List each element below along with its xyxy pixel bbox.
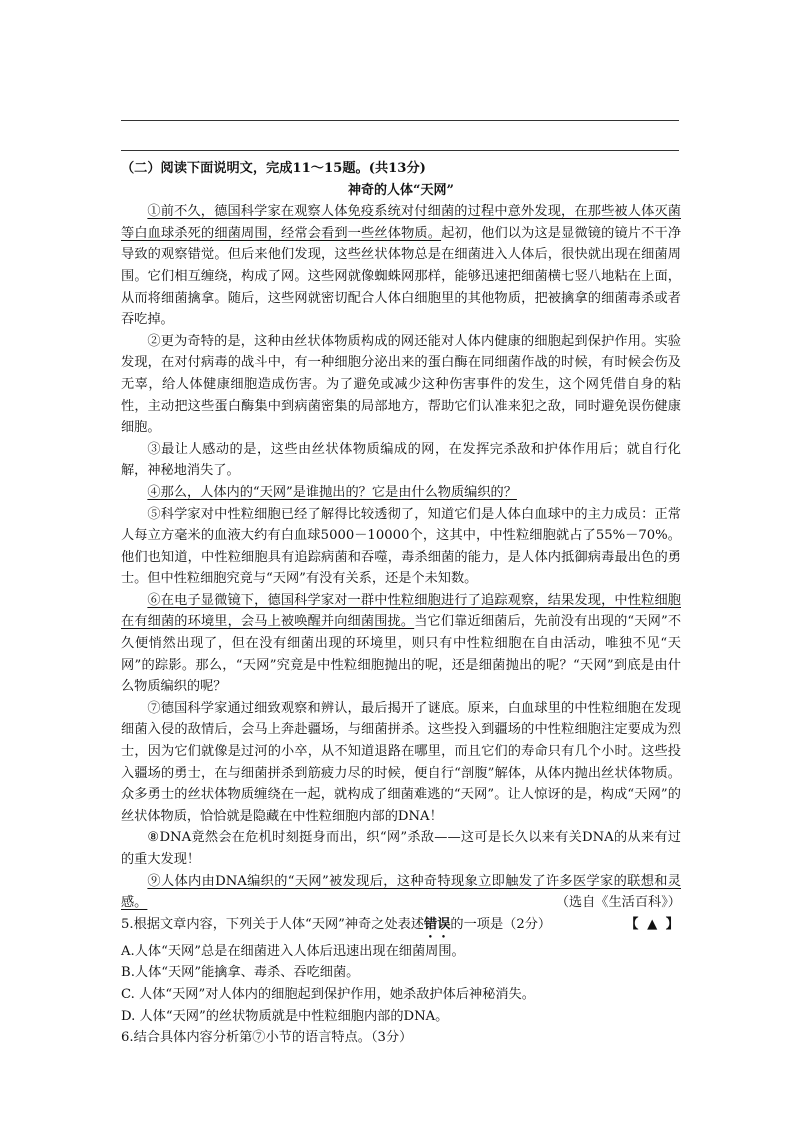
- question-text: 5.根据文章内容，下列关于人体“天网”神奇之处表述: [121, 916, 425, 932]
- section-heading: （二）阅读下面说明文，完成11～15题。(共13分): [121, 161, 426, 176]
- question-6: 6.结合具体内容分析第⑦小节的语言特点。（3分）: [121, 1030, 413, 1046]
- option-a: A.人体“天网”总是在细菌进入人体后迅速出现在细菌周围。: [121, 943, 465, 959]
- paragraph-9: [121, 871, 681, 914]
- paragraph-6: [121, 590, 681, 698]
- underlined-sentence: ⑥在电子显微镜下，德国科学家对一群中性粒细胞进行了追踪观察，结果发现，中性粒细胞在有细菌的环境里，会马上被唤醒并向细菌围拢。: [121, 592, 681, 630]
- paragraph-1: [121, 201, 681, 331]
- paragraph-2: ②更为奇特的是，这种由丝状体物质构成的网还能对人体内健康的细胞起到保护作用。实验发现，在对付病毒的战斗中，有一种细胞分泌出来的蛋白酶在同细菌作战的时候，有时候会伤及无辜，给人体健康细胞造成伤害。为了避免或减少这种伤害事件的发生，这个网凭借自身的粘性，主动把这些蛋白酶集中到病菌密集的局部地方，帮助它们认准来犯之敌，同时避免误伤健康细胞。: [121, 333, 681, 436]
- answer-line: [121, 120, 679, 121]
- emphasized-word: 错误: [424, 916, 451, 932]
- paragraph-3: ③最让人感动的是，这些由丝状体物质编成的网，在发挥完杀敌和护体作用后；就自行化解，神秘地消失了。: [121, 441, 681, 479]
- question-text: 的一项是（2分）: [450, 916, 552, 932]
- paragraph-text: 起初，他们以为这是显微镜的镜片不干净导致的观察错觉。但后来他们发现，这些丝状体物总是在细菌进入人体后，很快就出现在细菌周围。它们相互缠绕，构成了网。这些网就像蜘蛛网那样，能够迅速把细菌横七竖八地粘在上面，从而将细菌擒拿。随后，这些网就密切配合人体白细胞里的其他物质，把被擒拿的细菌毒杀或者吞吃掉。: [121, 225, 682, 328]
- reading-section: [121, 158, 681, 1049]
- underlined-sentence: ①前不久，德国科学家在观察人体免疫系统对付细菌的过程中意外发现，在那些被人体灭菌等白血球杀死的细菌周围，经常会看到一些丝体物质。: [121, 204, 681, 241]
- paragraph-7: ⑦德国科学家通过细致观察和辨认，最后揭开了谜底。原来，白血球里的中性粒细胞在发现细菌入侵的敌情后，会马上奔赴疆场，与细菌拼杀。这些投入到疆场的中性粒细胞注定要成为烈士，因为它们就像是过河的小卒，从不知道退路在哪里，而且它们的寿命只有几个小时。这些投入疆场的勇士，在与细菌拼杀到筋疲力尽的时候，便自行“剖腹”解体，从体内抛出丝状体物质。众多勇士的丝状体物质缠绕在一起，就构成了细菌难逃的“天网”。让人惊讶的是，构成“天网”的丝状体物质，恰恰就是隐藏在中性粒细胞内部的DNA！: [121, 700, 681, 824]
- paragraph-5: ⑤科学家对中性粒细胞已经了解得比较透彻了，知道它们是人体白血球中的主力成员：正常人每立方毫米的血液大约有白血球5000－10000个，这其中，中性粒细胞就占了55%－70%。他们也知道，中性粒细胞具有追踪病菌和吞噬，毒杀细菌的能力，是人体内抵御病毒最出色的勇士。但中性粒细胞究竟与“天网”有没有关系，还是个未知数。: [121, 506, 681, 587]
- option-d: D. 人体“天网”的丝状物质就是中性粒细胞内部的DNA。: [121, 1008, 449, 1024]
- paragraph-8: ⑧DNA竟然会在危机时刻挺身而出，织“网”杀敌——这可是长久以来有关DNA的从来有过的重大发现！: [121, 830, 681, 867]
- underlined-sentence: ④那么，人体内的“天网”是谁抛出的？它是由什么物质编织的？: [147, 484, 517, 500]
- source-citation: （选自《生活百科》）: [555, 895, 681, 911]
- answer-line: [121, 150, 679, 151]
- paragraph-4: [121, 482, 681, 504]
- option-b: B.人体“天网”能擒拿、毒杀、吞吃细菌。: [121, 965, 360, 981]
- option-c: C. 人体“天网”对人体内的细胞起到保护作用，她杀敌护体后神秘消失。: [121, 986, 535, 1002]
- answer-bracket: 【 ▲ 】: [625, 916, 681, 932]
- article-title: 神奇的人体“天网”: [348, 182, 454, 198]
- underlined-sentence: ⑨人体内由DNA编织的“天网”被发现后，这种奇特现象立即触发了许多医学家的联想和灵感。: [121, 873, 681, 911]
- paragraph-text: 当它们靠近细菌后，先前没有出现的“天网”不久便悄然出现了，但在没有细菌出现的环境里，则只有中性粒细胞在自由活动，唯独不见“天网”的踪影。那么，“天网”究竟是中性粒细胞抛出的呢，还是细菌抛出的呢？“天网”到底是由什么物质编织的呢？: [121, 614, 682, 695]
- question-5: [121, 914, 681, 941]
